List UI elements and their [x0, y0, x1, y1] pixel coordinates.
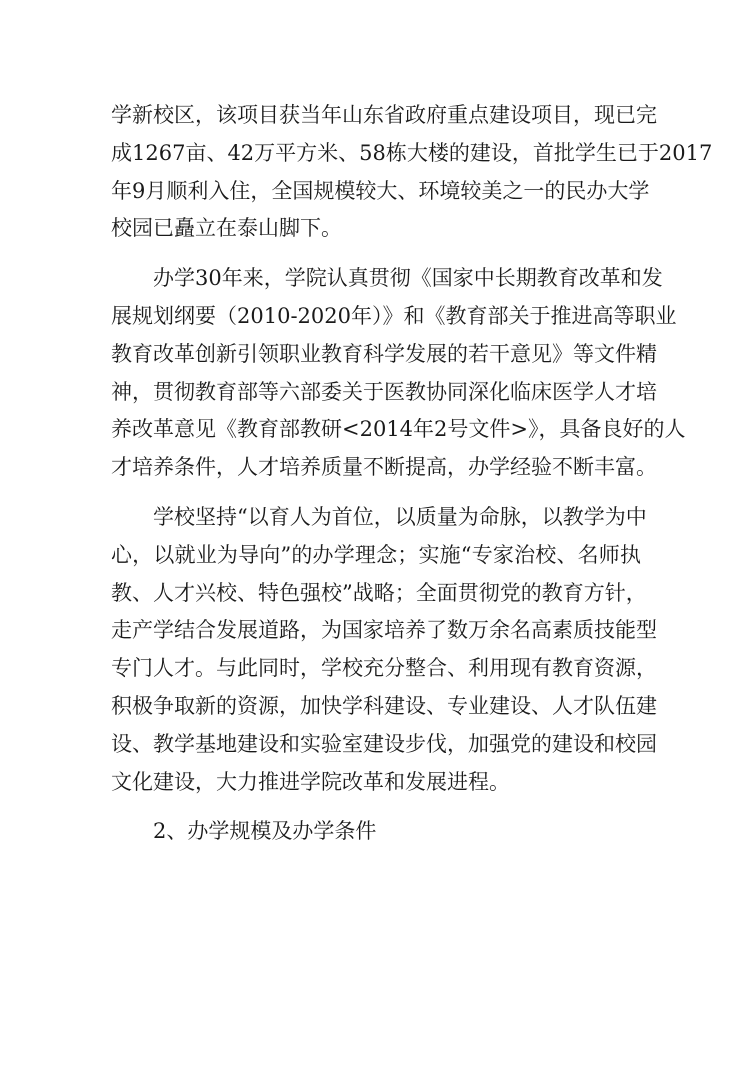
paragraph-history — [111, 260, 686, 487]
text-line: 教育改革创新引领职业教育科学发展的若干意见》等文件精 — [111, 341, 657, 366]
text-line: 养改革意见《教育部教研<2014年2号文件>》，具备良好的人 — [111, 417, 686, 442]
text-line: 才培养条件，人才培养质量不断提高，办学经验不断丰富。 — [111, 455, 657, 480]
paragraph-philosophy — [111, 499, 657, 801]
text-line: 心，以就业为导向”的办学理念；实施“专家治校、名师执 — [111, 542, 641, 567]
text-line: 神，贯彻教育部等六部委关于医教协同深化临床医学人才培 — [111, 379, 657, 404]
paragraph-campus — [111, 97, 713, 248]
text-line: 走产学结合发展道路，为国家培养了数万余名高素质技能型 — [111, 618, 657, 643]
document-body — [111, 97, 713, 851]
text-line: 学校坚持“以育人为首位，以质量为命脉，以教学为中 — [153, 504, 647, 529]
text-line: 办学30年来，学院认真贯彻《国家中长期教育改革和发 — [153, 266, 663, 291]
text-line: 展规划纲要（2010-2020年）》和《教育部关于推进高等职业 — [111, 303, 677, 328]
text-line: 年9月顺利入住，全国规模较大、环境较美之一的民办大学 — [111, 178, 650, 203]
text-line: 设、教学基地建设和实验室建设步伐，加强党的建设和校园 — [111, 731, 657, 756]
text-line: 专门人才。与此同时，学校充分整合、利用现有教育资源， — [111, 656, 657, 681]
text-line: 文化建设，大力推进学院改革和发展进程。 — [111, 769, 510, 794]
text-line: 学新校区，该项目获当年山东省政府重点建设项目，现已完 — [111, 103, 657, 127]
text-line: 校园已矗立在泰山脚下。 — [111, 216, 342, 241]
section-heading: 2、办学规模及办学条件 — [153, 819, 377, 844]
text-line: 成1267亩、42万平方米、58栋大楼的建设，首批学生已于2017 — [111, 140, 713, 165]
text-line: 教、人才兴校、特色强校”战略；全面贯彻党的教育方针， — [111, 580, 647, 605]
text-line: 积极争取新的资源，加快学科建设、专业建设、人才队伍建 — [111, 693, 657, 718]
